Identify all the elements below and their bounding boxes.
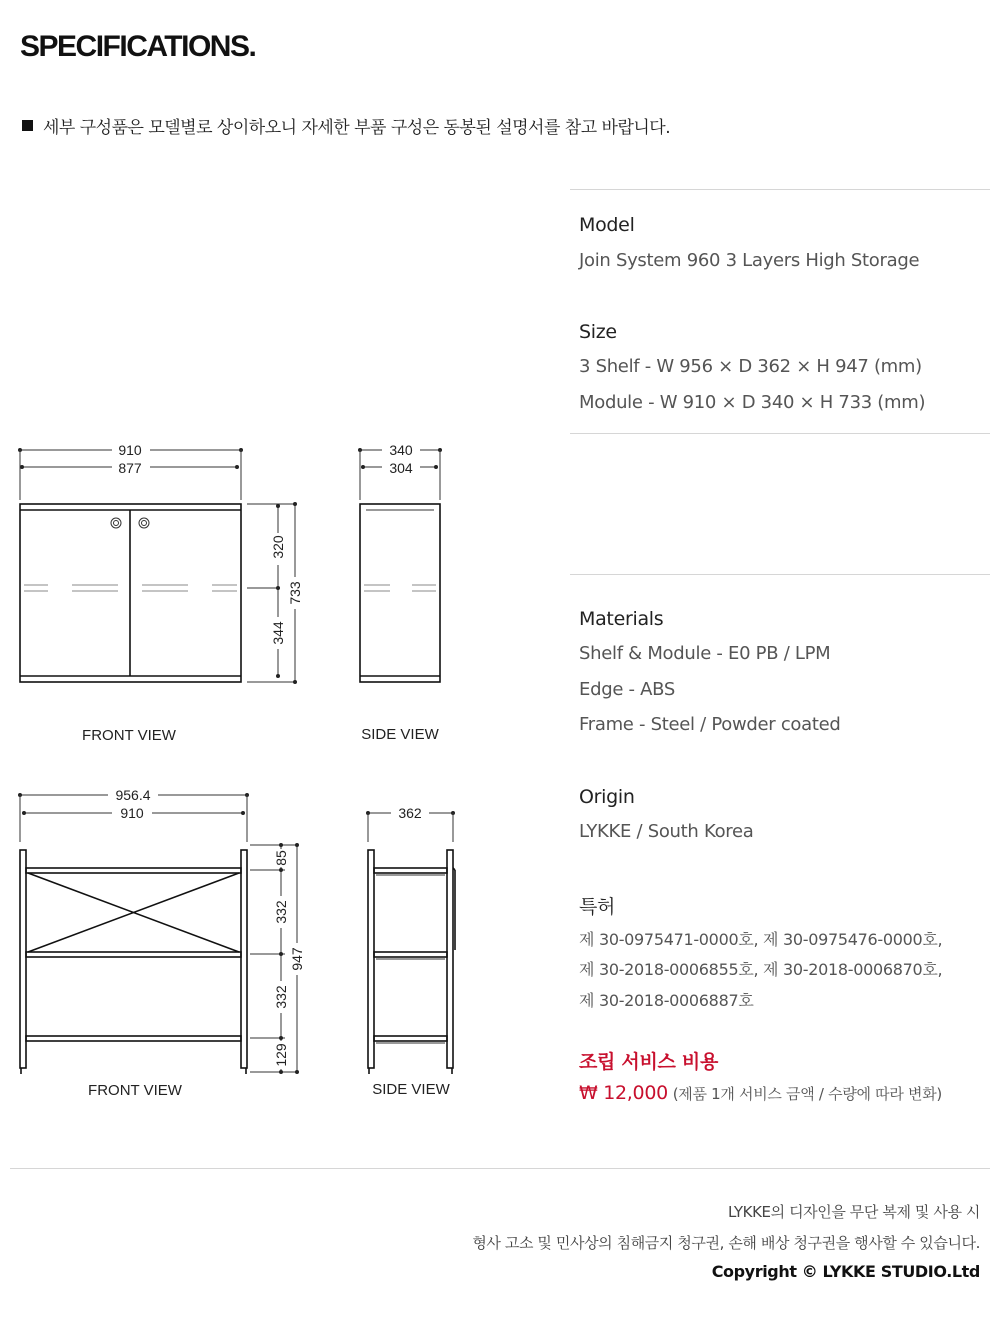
size-module: Module - W 910 × D 340 × H 733 (mm) [579, 392, 926, 413]
dim-side-depth-outer: 340 [389, 442, 413, 458]
dim-front-width-inner-2: 910 [120, 805, 144, 821]
materials-line-3: Frame - Steel / Powder coated [579, 714, 841, 735]
top-front-view-label: FRONT VIEW [82, 727, 176, 744]
assembly-price-row [579, 1082, 942, 1104]
materials-label: Materials [579, 608, 664, 630]
patent-line-2: 제 30-2018-0006855호, 제 30-2018-0006870호, [579, 960, 943, 979]
dim-front-width-outer: 910 [118, 442, 142, 458]
dim-height-total: 733 [287, 581, 303, 605]
size-label: Size [579, 321, 617, 343]
patent-label: 특허 [579, 896, 616, 918]
dim-height-upper-2: 332 [273, 900, 289, 924]
assembly-price: ₩ 12,000 [579, 1082, 668, 1104]
bottom-side-view [366, 804, 455, 1098]
materials-line-1: Shelf & Module - E0 PB / LPM [579, 643, 831, 664]
origin-label: Origin [579, 786, 635, 808]
footer-line-1: LYKKE의 디자인을 무단 복제 및 사용 시 [727, 1203, 980, 1221]
assembly-label: 조립 서비스 비용 [579, 1051, 719, 1073]
dim-front-width-outer-2: 956.4 [115, 787, 151, 803]
model-value: Join System 960 3 Layers High Storage [579, 250, 920, 271]
dim-height-upper: 320 [270, 535, 286, 559]
dim-side-depth-2: 362 [398, 805, 422, 821]
dim-height-total-2: 947 [289, 947, 305, 971]
bottom-front-view-label: FRONT VIEW [88, 1082, 182, 1099]
divider [570, 433, 990, 434]
assembly-note: (제품 1개 서비스 금액 / 수량에 따라 변화) [672, 1085, 942, 1103]
model-label: Model [579, 214, 635, 236]
dim-height-top-2: 85 [273, 850, 289, 866]
patent-line-1: 제 30-0975471-0000호, 제 30-0975476-0000호, [579, 930, 943, 949]
top-side-view-label: SIDE VIEW [361, 726, 439, 743]
origin-value: LYKKE / South Korea [579, 821, 754, 842]
dim-height-lower: 344 [270, 621, 286, 645]
dim-height-lower-2: 332 [273, 985, 289, 1009]
notice-text: 세부 구성품은 모델별로 상이하오니 자세한 부품 구성은 동봉된 설명서를 참고 바랍니다. [43, 118, 671, 138]
dim-front-width-inner: 877 [118, 460, 142, 476]
dim-side-depth-inner: 304 [389, 460, 413, 476]
divider [570, 189, 990, 190]
top-side-view [358, 441, 442, 743]
bottom-front-view [18, 786, 305, 1099]
dim-height-bottom-2: 129 [273, 1043, 289, 1067]
copyright: Copyright © LYKKE STUDIO.Ltd [711, 1262, 980, 1281]
divider [570, 574, 990, 575]
top-front-view [18, 441, 303, 744]
materials-line-2: Edge - ABS [579, 679, 676, 700]
footer-line-2: 형사 고소 및 민사상의 침해금지 청구권, 손해 배상 청구권을 행사할 수 있습니다. [472, 1234, 980, 1252]
size-shelf: 3 Shelf - W 956 × D 362 × H 947 (mm) [579, 356, 922, 377]
patent-line-3: 제 30-2018-0006887호 [579, 991, 754, 1010]
page-title: SPECIFICATIONS. [20, 30, 256, 63]
footer-divider [10, 1168, 990, 1169]
bottom-side-view-label: SIDE VIEW [372, 1081, 450, 1098]
